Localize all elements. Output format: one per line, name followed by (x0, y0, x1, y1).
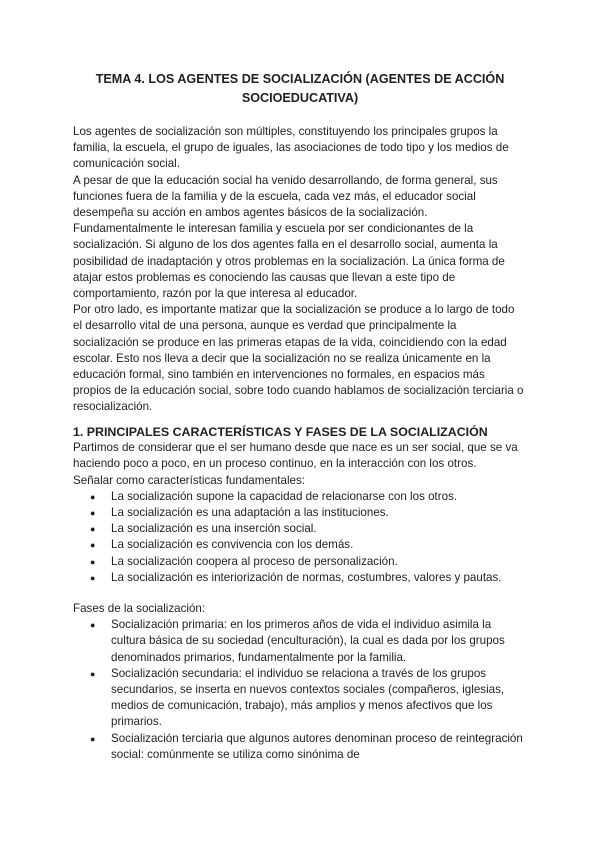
list-item: ● La socialización coopera al proceso de personalización. (73, 554, 525, 570)
intro-paragraph: Fundamentalmente le interesan familia y escuela por ser condicionantes de la socialización. Si alguno de los dos agentes falla en el desarrollo social, aumenta la posibilidad de inadaptación y otros problemas en la socialización. La única forma de atajar estos problemas es conociendo las causas que llevan a este tipo de comportamiento, razón por la que interesa al educador. (73, 222, 505, 301)
list-item: ● La socialización es una inserción social. (73, 521, 525, 537)
characteristics-list (73, 489, 525, 586)
characteristics-intro: Señalar como características fundamentales: (73, 473, 305, 487)
intro-section (73, 124, 525, 416)
intro-paragraph: A pesar de que la educación social ha venido desarrollando, de forma general, sus funciones fuera de la familia y de la escuela, cada vez más, el educador social desempeña su acción en ambos agentes básicos de la socialización. (73, 173, 498, 220)
page-title: TEMA 4. LOS AGENTES DE SOCIALIZACIÓN (AGENTES DE ACCIÓN SOCIOEDUCATIVA) (95, 72, 505, 105)
section-1 (73, 424, 525, 586)
intro-paragraph: Por otro lado, es importante matizar que la socialización se produce a lo largo de todo el desarrollo vital de una persona, aunque es verdad que principalmente la socialización se produce en las primeras etapas de la vida, coincidiendo con la edad escolar. Esto nos lleva a decir que la socialización no se realiza únicamente en la educación formal, sino también en intervenciones no formales, en espacios más propios de la educación social, sobre todo cuando hablamos de socialización terciaria o resocialización. (73, 303, 524, 414)
list-item: ● La socialización supone la capacidad de relacionarse con los otros. (73, 489, 525, 505)
list-item: ● La socialización es una adaptación a las instituciones. (73, 505, 525, 521)
phases-intro: Fases de la socialización: (73, 602, 206, 615)
list-item: ● Socialización terciaria que algunos autores denominan proceso de reintegración social: comúnmente se utiliza como sinónima de (73, 731, 525, 763)
list-item: ● Socialización secundaria: el individuo se relaciona a través de los grupos secundarios, se inserta en nuevos contextos sociales (compañeros, iglesias, medios de comunicación, trabajo), más amplios y menos afectivos que los primarios. (73, 666, 525, 731)
list-item: ● La socialización es convivencia con los demás. (73, 537, 525, 553)
phases-list (73, 617, 525, 763)
section-paragraph: Partimos de considerar que el ser humano desde que nace es un ser social, que se va haciendo poco a poco, en un proceso continuo, en la interacción con los otros. (73, 441, 518, 471)
list-item: ● La socialización es interiorización de normas, costumbres, valores y pautas. (73, 570, 525, 586)
list-item: ● Socialización primaria: en los primeros años de vida el individuo asimila la cultura básica de su sociedad (enculturación), la cual es dada por los grupos denominados primarios, fundamentalmente por la familia. (73, 617, 525, 666)
intro-paragraph: Los agentes de socialización son múltiples, constituyendo los principales grupos la familia, la escuela, el grupo de iguales, las asociaciones de todo tipo y los medios de comunicación social. (73, 125, 509, 171)
section-heading: 1. PRINCIPALES CARACTERÍSTICAS Y FASES DE LA SOCIALIZACIÓN (73, 425, 488, 439)
phases-section (73, 601, 525, 763)
